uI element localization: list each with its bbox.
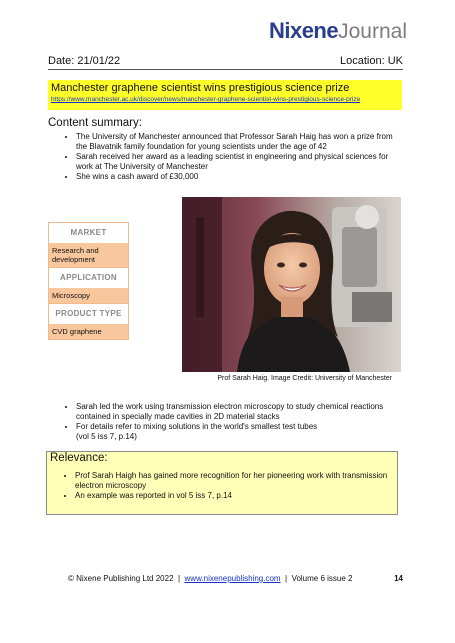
relevance-list [61, 471, 395, 501]
details-list [62, 402, 406, 442]
footer-website-link[interactable]: www.nixenepublishing.com [184, 574, 281, 583]
product-type-value: CVD graphene [48, 324, 129, 340]
summary-bullet: • Sarah received her award as a leading scientist in engineering and physical sciences for work at The University of Manchester [76, 152, 404, 172]
application-value: Microscopy [48, 288, 129, 303]
details-bullet: • Sarah led the work using transmission electron microscopy to study chemical reactions contained in specially made cavities in 2D material stacks [76, 402, 406, 422]
page-number: 14 [394, 574, 403, 583]
summary-bullet: • She wins a cash award of £30,000 [76, 172, 404, 182]
market-label: MARKET [48, 222, 129, 243]
details-reference: (vol 5 iss 7, p.14) [76, 432, 137, 441]
market-value: Research and development [48, 243, 129, 267]
article-title: Manchester graphene scientist wins prestigious science prize [51, 82, 350, 94]
page-footer [68, 574, 403, 583]
relevance-box [46, 451, 398, 515]
portrait-illustration [182, 197, 401, 372]
article-source-link[interactable]: https://www.manchester.ac.uk/discover/news/manchester-graphene-scientist-wins-prestigious-science-prize [51, 96, 361, 103]
summary-list [62, 132, 404, 182]
meta-bar [48, 55, 403, 70]
relevance-heading: Relevance: [50, 452, 108, 464]
classification-sidebar [48, 222, 129, 340]
logo-nixene: Nixene [268, 18, 339, 43]
photo-caption: Prof Sarah Haig. Image Credit: University of Manchester [217, 375, 392, 382]
product-type-label: PRODUCT TYPE [48, 303, 129, 324]
content-summary-heading: Content summary: [48, 117, 142, 129]
footer-separator: | [177, 574, 181, 583]
details-bullet: • For details refer to mixing solutions in the world's smallest test tubes [76, 422, 406, 432]
relevance-bullet: • Prof Sarah Haigh has gained more recognition for her pioneering work with transmission electron microscopy [75, 471, 395, 491]
application-label: APPLICATION [48, 267, 129, 288]
relevance-bullet: • An example was reported in vol 5 iss 7, p.14 [75, 491, 395, 501]
headline-box [48, 80, 402, 110]
footer-volume: Volume 6 issue 2 [291, 574, 353, 583]
logo-journal: Journal [338, 20, 407, 43]
summary-bullet: • The University of Manchester announced that Professor Sarah Haig has won a prize from the Blavatnik family foundation for young scientists under the age of 42 [76, 132, 404, 152]
portrait-photo [182, 197, 401, 372]
journal-logo [269, 18, 407, 44]
footer-copyright: © Nixene Publishing Ltd 2022 [68, 574, 174, 583]
article-location: Location: UK [340, 55, 403, 67]
article-date: Date: 21/01/22 [48, 55, 121, 67]
footer-separator: | [285, 574, 288, 583]
